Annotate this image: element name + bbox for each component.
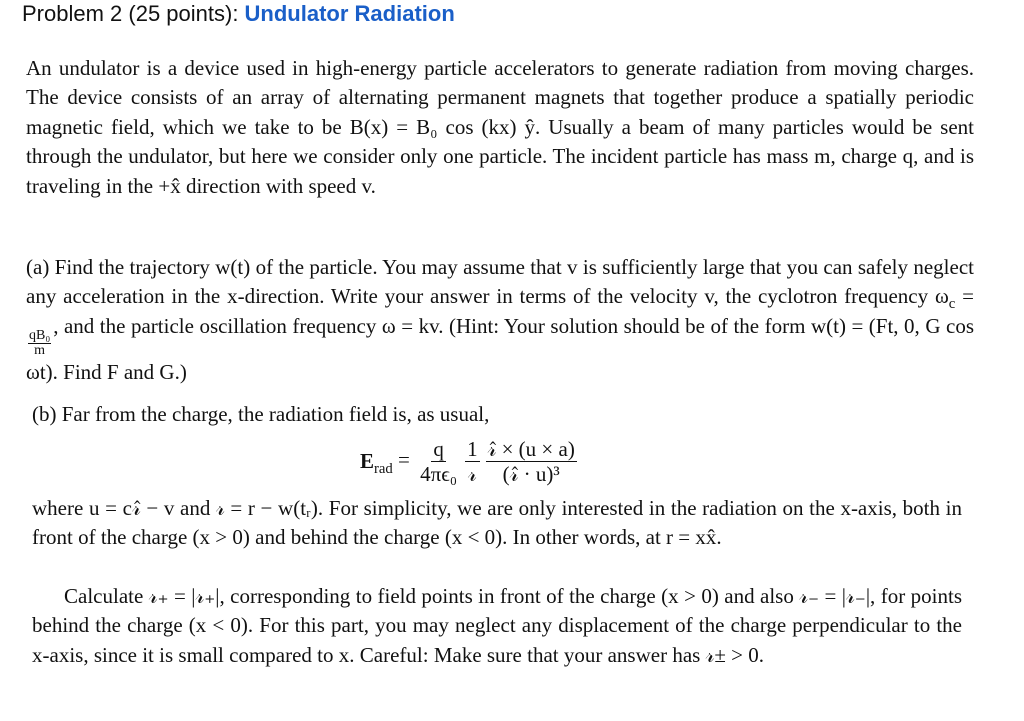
part-a-paragraph: (a) Find the trajectory w(t) of the particle. You may assume that v is sufficiently large that you can safely neglect any acceleration in the x-direction. Write your answer in terms of the velocity v, the cyclotron frequency $\omega_c$ = $\frac{\text{qB₀}}{m}$ , and the particle oscillation frequency ω = kv. (Hint: Your solution should be of the form w(t) = (Ft, 0, G cos ωt). Find F and G.)	[26, 255, 975, 384]
part-b-intro	[32, 400, 962, 429]
part-b-text-1: (b) Far from the charge, the radiation field is, as usual,	[32, 402, 490, 426]
eq-frac2-num: 1	[467, 437, 478, 461]
radiation-field-equation	[360, 437, 580, 486]
problem-title: Undulator Radiation	[244, 1, 455, 26]
eq-lhs-sub: rad	[374, 461, 393, 478]
problem-number: Problem 2 (25 points):	[22, 1, 245, 26]
cyclotron-frac-num: qB₀	[29, 327, 51, 343]
eq-fraction-1	[418, 437, 459, 486]
eq-lhs-symbol: E	[360, 449, 375, 473]
calculate-paragraph	[32, 582, 962, 670]
where-text: where u = c𝓇̂ − v and 𝓇 = r − w(tᵣ). For simplicity, we are only interested in the radiation on the x-axis, both in front of the charge (x > 0) and behind the charge (x < 0). In other words, at r = xx̂.	[32, 496, 962, 550]
eq-fraction-2	[465, 437, 480, 486]
eq-frac1-num: q	[433, 437, 444, 461]
cyclotron-fraction	[28, 329, 51, 358]
part-a-text-1: (a) Find the trajectory w(t) of the particle. You may assume that v is sufficiently large that you can safely neglect any acceleration in the x-direction. Write your answer in terms of the velocity v, the cyclotron frequency ω	[26, 255, 974, 309]
intro-text-2: . Usually a beam of many particles would be sent through the undulator, but here we consider only one particle. The incident particle has mass m, charge q, and is traveling in the +x̂ direction with speed v.	[26, 114, 975, 198]
field-expression: B(x) = B₀ cos (kx) ŷ	[349, 114, 536, 139]
intro-paragraph	[26, 54, 974, 201]
eq-equals: =	[392, 447, 416, 472]
part-a-omega-eq: =	[955, 284, 975, 309]
eq-frac3-den: (𝓇̂ · u)³	[502, 462, 560, 486]
part-a-text-2: , and the particle oscillation frequency ω = kv. (Hint: Your solution should be of the form w(t) = (Ft, 0, G cos ωt). Find F and G.)	[26, 313, 974, 384]
calc-text: Calculate 𝓇₊ = |𝓇₊|, corresponding to field points in front of the charge (x > 0) and also 𝓇₋ = |𝓇₋|, for points behind the charge (x < 0). For this part, you may neglect any displacement of the charge perpendicular to the x-axis, since it is small compared to x. Careful: Make sure that your answer has 𝓇± > 0.	[32, 584, 962, 667]
cyclotron-frac-den: m	[34, 342, 46, 358]
intro-text-1: An undulator is a device used in high-energy particle accelerators to generate radiation from moving charges. The device consists of an array of alternating permanent magnets that together produce a spatially periodic magnetic field, which we take to be	[26, 56, 974, 139]
eq-frac3-num: 𝓇̂ × (u × a)	[487, 437, 575, 461]
eq-lhs	[360, 449, 393, 478]
problem-header	[22, 0, 455, 28]
eq-frac1-den: 4πϵ₀	[420, 462, 458, 486]
where-paragraph	[32, 494, 962, 553]
eq-fraction-3	[486, 437, 577, 486]
eq-frac2-den: 𝓇	[467, 462, 477, 486]
